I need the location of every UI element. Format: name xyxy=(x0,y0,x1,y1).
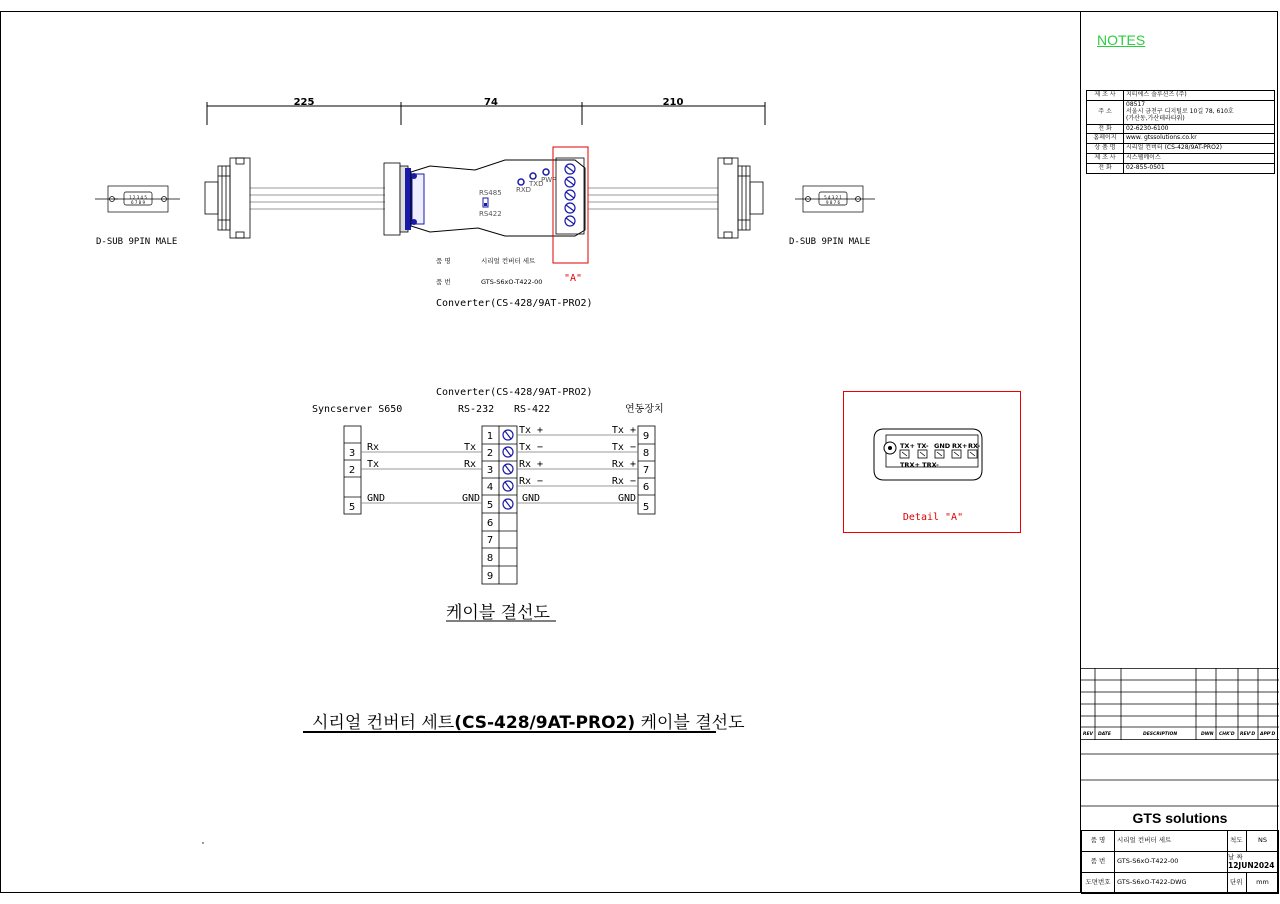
left-signal: Tx xyxy=(367,459,380,470)
dsub-left-connector xyxy=(205,158,250,238)
info-value: www. gtssolutions.co.kr xyxy=(1124,134,1275,144)
left-pin-number: 5 xyxy=(348,502,356,513)
detail-a-box xyxy=(843,391,1021,533)
detail-sub-label: TRX+ TRX- xyxy=(900,461,939,469)
right-signal: Rx − xyxy=(611,476,636,487)
svg-text:1 2 3 4 5: 1 2 3 4 5 xyxy=(129,195,147,200)
tb-value: mm xyxy=(1247,873,1279,894)
info-key: 상 품 명 xyxy=(1087,144,1124,154)
rev-header: DESCRIPTION xyxy=(1143,732,1178,737)
terminal-number: 1 xyxy=(486,431,494,442)
main-title-model: (CS-428/9AT-PRO2) xyxy=(454,713,636,733)
connector-right-label: D-SUB 9PIN MALE xyxy=(789,237,871,247)
info-key: 제 조 사 xyxy=(1087,91,1124,101)
rev-header: CHK'D xyxy=(1219,732,1235,737)
tb-value: GTS-S6xO-T422-DWG xyxy=(1115,873,1228,894)
led-pwr-label: PWR xyxy=(541,176,558,184)
tb-value: 시리얼 컨버터 세트 xyxy=(1115,831,1228,852)
rev-header: REV xyxy=(1083,732,1094,737)
info-value: 지티에스 솔루션즈 (주) xyxy=(1124,91,1275,101)
terminal-screws xyxy=(565,164,575,226)
rs422-label: RS-422 xyxy=(514,404,551,415)
right-signal: Tx + xyxy=(611,425,636,436)
right-pin-number: 9 xyxy=(642,431,650,442)
rs422-signal: Tx − xyxy=(519,442,544,453)
switch-rs485-label: RS485 xyxy=(479,189,502,197)
rev-header: REV'D xyxy=(1240,732,1256,737)
rs422-signal: Tx + xyxy=(519,425,544,436)
svg-text:6 7 8 9: 6 7 8 9 xyxy=(131,200,145,205)
product-no-label: 품 번 xyxy=(436,278,451,286)
detail-a-drawing xyxy=(844,392,1022,534)
title-block-table xyxy=(1081,830,1279,894)
info-value: 08517 서울시 금천구 디지털로 10길 78, 610호 (가산동,가산테라타워) xyxy=(1124,100,1275,124)
info-value: 시스웰메이스 xyxy=(1124,154,1275,164)
detail-pin-label: RX+ xyxy=(952,442,968,450)
rs232-label: RS-232 xyxy=(458,404,495,415)
wiring-converter-title: Converter(CS-428/9AT-PRO2) xyxy=(436,387,593,398)
left-signal: Rx xyxy=(367,442,380,453)
rev-header: DWN xyxy=(1201,732,1214,737)
stray-dot xyxy=(202,842,203,843)
tb-label: 품 명 xyxy=(1082,831,1115,852)
terminal-number: 2 xyxy=(486,448,494,459)
switch-rs422-label: RS422 xyxy=(479,210,502,218)
info-key: 주 소 xyxy=(1087,100,1124,124)
led-rxd-label: RXD xyxy=(516,186,532,194)
terminal-number: 5 xyxy=(486,500,494,511)
detail-a-label: Detail "A" xyxy=(902,512,964,523)
svg-text:9 8 7 6: 9 8 7 6 xyxy=(826,200,840,205)
left-pin-number: 3 xyxy=(348,448,356,459)
rev-header: DATE xyxy=(1098,732,1111,737)
detail-pin-label: TX- xyxy=(917,442,929,450)
main-title-post: 케이블 결선도 xyxy=(635,713,745,733)
right-device-label: 연동장치 xyxy=(625,404,664,415)
tb-label: 척도 xyxy=(1228,831,1247,852)
terminal-number: 7 xyxy=(486,535,494,546)
tb-label: 도면번호 xyxy=(1082,873,1115,894)
left-pin-number: 2 xyxy=(348,465,356,476)
right-pin-number: 6 xyxy=(642,482,650,493)
info-value: 02-855-0501 xyxy=(1124,164,1275,174)
rs422-signal: GND xyxy=(522,493,541,504)
dsub-left-icon xyxy=(95,186,180,212)
mode-switch-knob xyxy=(484,203,487,206)
led-txd-label: TXD xyxy=(529,180,544,188)
rs232-signal: Rx xyxy=(463,459,476,470)
terminal-screw-symbols xyxy=(503,430,513,509)
right-pin-number: 7 xyxy=(642,465,650,476)
rev-header: APP'D xyxy=(1260,732,1276,737)
detail-pin-label: GND xyxy=(934,442,951,450)
detail-pin-label: TX+ xyxy=(900,442,915,450)
revision-table xyxy=(1081,668,1279,740)
connector-left-label: D-SUB 9PIN MALE xyxy=(96,237,178,247)
rs422-signal: Rx + xyxy=(519,459,544,470)
info-key: 전 화 xyxy=(1087,164,1124,174)
product-name-label: 품 명 xyxy=(436,257,451,265)
left-signal: GND xyxy=(367,493,386,504)
tb-label: 단위 xyxy=(1228,873,1247,894)
terminal-number: 4 xyxy=(486,482,494,493)
rs232-signal: Tx xyxy=(463,442,476,453)
main-title xyxy=(312,708,745,733)
right-signal: GND xyxy=(617,493,636,504)
notes-title: NOTES xyxy=(1097,32,1146,48)
terminal-number: 9 xyxy=(486,571,494,582)
info-table xyxy=(1086,90,1275,174)
terminal-number: 8 xyxy=(486,553,494,564)
info-key: 전 화 xyxy=(1087,124,1124,134)
dsub-right-icon xyxy=(795,186,875,212)
right-pin-number: 8 xyxy=(642,448,650,459)
info-key: 홈페이지 xyxy=(1087,134,1124,144)
dimension-74: 74 xyxy=(484,97,498,108)
tb-value: NS xyxy=(1247,831,1279,852)
rs232-signal: GND xyxy=(461,493,480,504)
info-key: 제 조 사 xyxy=(1087,154,1124,164)
terminal-number: 3 xyxy=(486,465,494,476)
right-signal: Rx + xyxy=(611,459,636,470)
product-no-value: GTS-S6xO-T422-00 xyxy=(481,278,543,286)
info-value: 시리얼 컨버터 (CS-428/9AT-PRO2) xyxy=(1124,144,1275,154)
terminal-number: 6 xyxy=(486,518,494,529)
converter-caption: Converter(CS-428/9AT-PRO2) xyxy=(436,298,593,309)
dimension-225: 225 xyxy=(293,97,315,108)
tb-value: GTS-S6xO-T422-00 xyxy=(1115,852,1228,873)
info-value: 02-6230-6100 xyxy=(1124,124,1275,134)
wires xyxy=(361,435,638,503)
right-pin-number: 5 xyxy=(642,502,650,513)
callout-a-label: "A" xyxy=(564,273,583,284)
main-title-pre: 시리얼 컨버터 세트 xyxy=(312,713,455,733)
converter-body xyxy=(384,158,585,236)
left-device-label: Syncserver S650 xyxy=(312,404,403,415)
terminal-block-outline xyxy=(874,429,982,480)
right-signal: Tx − xyxy=(611,442,636,453)
cable-diagram-title: 케이블 결선도 xyxy=(446,603,550,623)
tb-label: 날 짜 xyxy=(1228,852,1243,861)
rs422-signal: Rx − xyxy=(519,476,544,487)
product-name-value: 시리얼 컨버터 세트 xyxy=(481,257,536,265)
svg-text:5 4 3 2 1: 5 4 3 2 1 xyxy=(824,195,842,200)
dsub-right-connector xyxy=(718,158,763,238)
dimension-210: 210 xyxy=(662,97,684,108)
detail-pin-label: RX- xyxy=(968,442,981,450)
tb-label: 품 번 xyxy=(1082,852,1115,873)
tb-value: 12JUN2024 xyxy=(1228,861,1275,871)
company-name: GTS solutions xyxy=(1132,810,1228,826)
